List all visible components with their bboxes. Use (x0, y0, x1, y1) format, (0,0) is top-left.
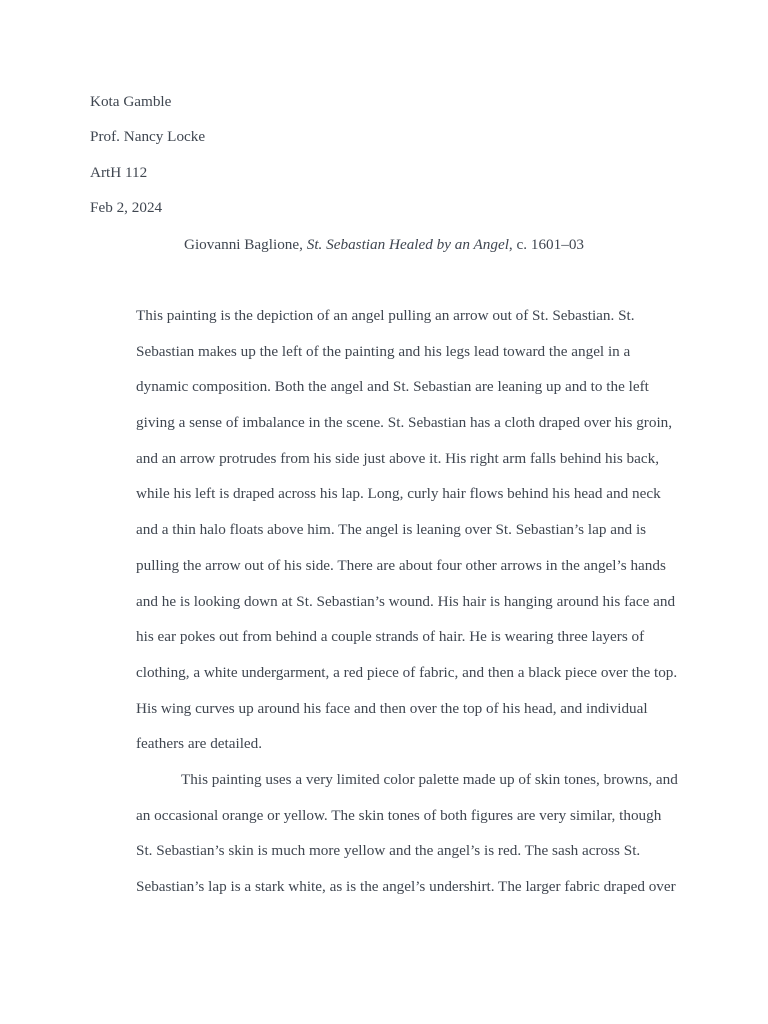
paragraph-line: This painting uses a very limited color palette made up of skin tones, browns, and (181, 770, 678, 788)
paragraph-line: pulling the arrow out of his side. There are about four other arrows in the angel’s hands (136, 556, 666, 574)
paragraph-line: and he is looking down at St. Sebastian’s wound. His hair is hanging around his face and (136, 592, 676, 610)
paragraph-line: Sebastian makes up the left of the painting and his legs lead toward the angel in a (136, 342, 631, 360)
paper-title (0, 235, 768, 255)
paragraph-line: while his left is draped across his lap. Long, curly hair flows behind his head and neck (136, 485, 661, 503)
paragraph-line: his ear pokes out from behind a couple strands of hair. He is wearing three layers of (136, 628, 645, 646)
title-artist: Giovanni Baglione, (183, 236, 307, 253)
essay-body (136, 305, 676, 912)
paragraph-line: feathers are detailed. (136, 735, 263, 753)
paragraph-line: and a thin halo floats above him. The angel is leaning over St. Sebastian’s lap and is (136, 521, 647, 539)
paragraph-line: clothing, a white undergarment, a red piece of fabric, and then a black piece over the top. (136, 663, 678, 681)
title-work: St. Sebastian Healed by an Angel (306, 236, 509, 253)
title-date: , c. 1601–03 (508, 236, 585, 253)
author-name: Kota Gamble (90, 93, 172, 110)
paragraph-line: St. Sebastian’s skin is much more yellow and the angel’s is red. The sash across St. (136, 842, 641, 860)
course-code: ArtH 112 (90, 164, 148, 181)
instructor-name: Prof. Nancy Locke (90, 128, 206, 145)
paragraph-line: This painting is the depiction of an angel pulling an arrow out of St. Sebastian. St. (136, 307, 635, 324)
paragraph-line: and an arrow protrudes from his side just above it. His right arm falls behind his back, (136, 449, 660, 467)
submission-date: Feb 2, 2024 (90, 199, 163, 216)
paragraph-line: an occasional orange or yellow. The skin tones of both figures are very similar, though (136, 806, 662, 824)
paragraph-line: giving a sense of imbalance in the scene. St. Sebastian has a cloth draped over his groin, (136, 414, 673, 432)
paragraph-line: Sebastian’s lap is a stark white, as is the angel’s undershirt. The larger fabric draped over (136, 878, 676, 895)
paragraph-line: His wing curves up around his face and then over the top of his head, and individual (136, 699, 648, 717)
paragraph-line: dynamic composition. Both the angel and St. Sebastian are leaning up and to the left (136, 378, 649, 396)
